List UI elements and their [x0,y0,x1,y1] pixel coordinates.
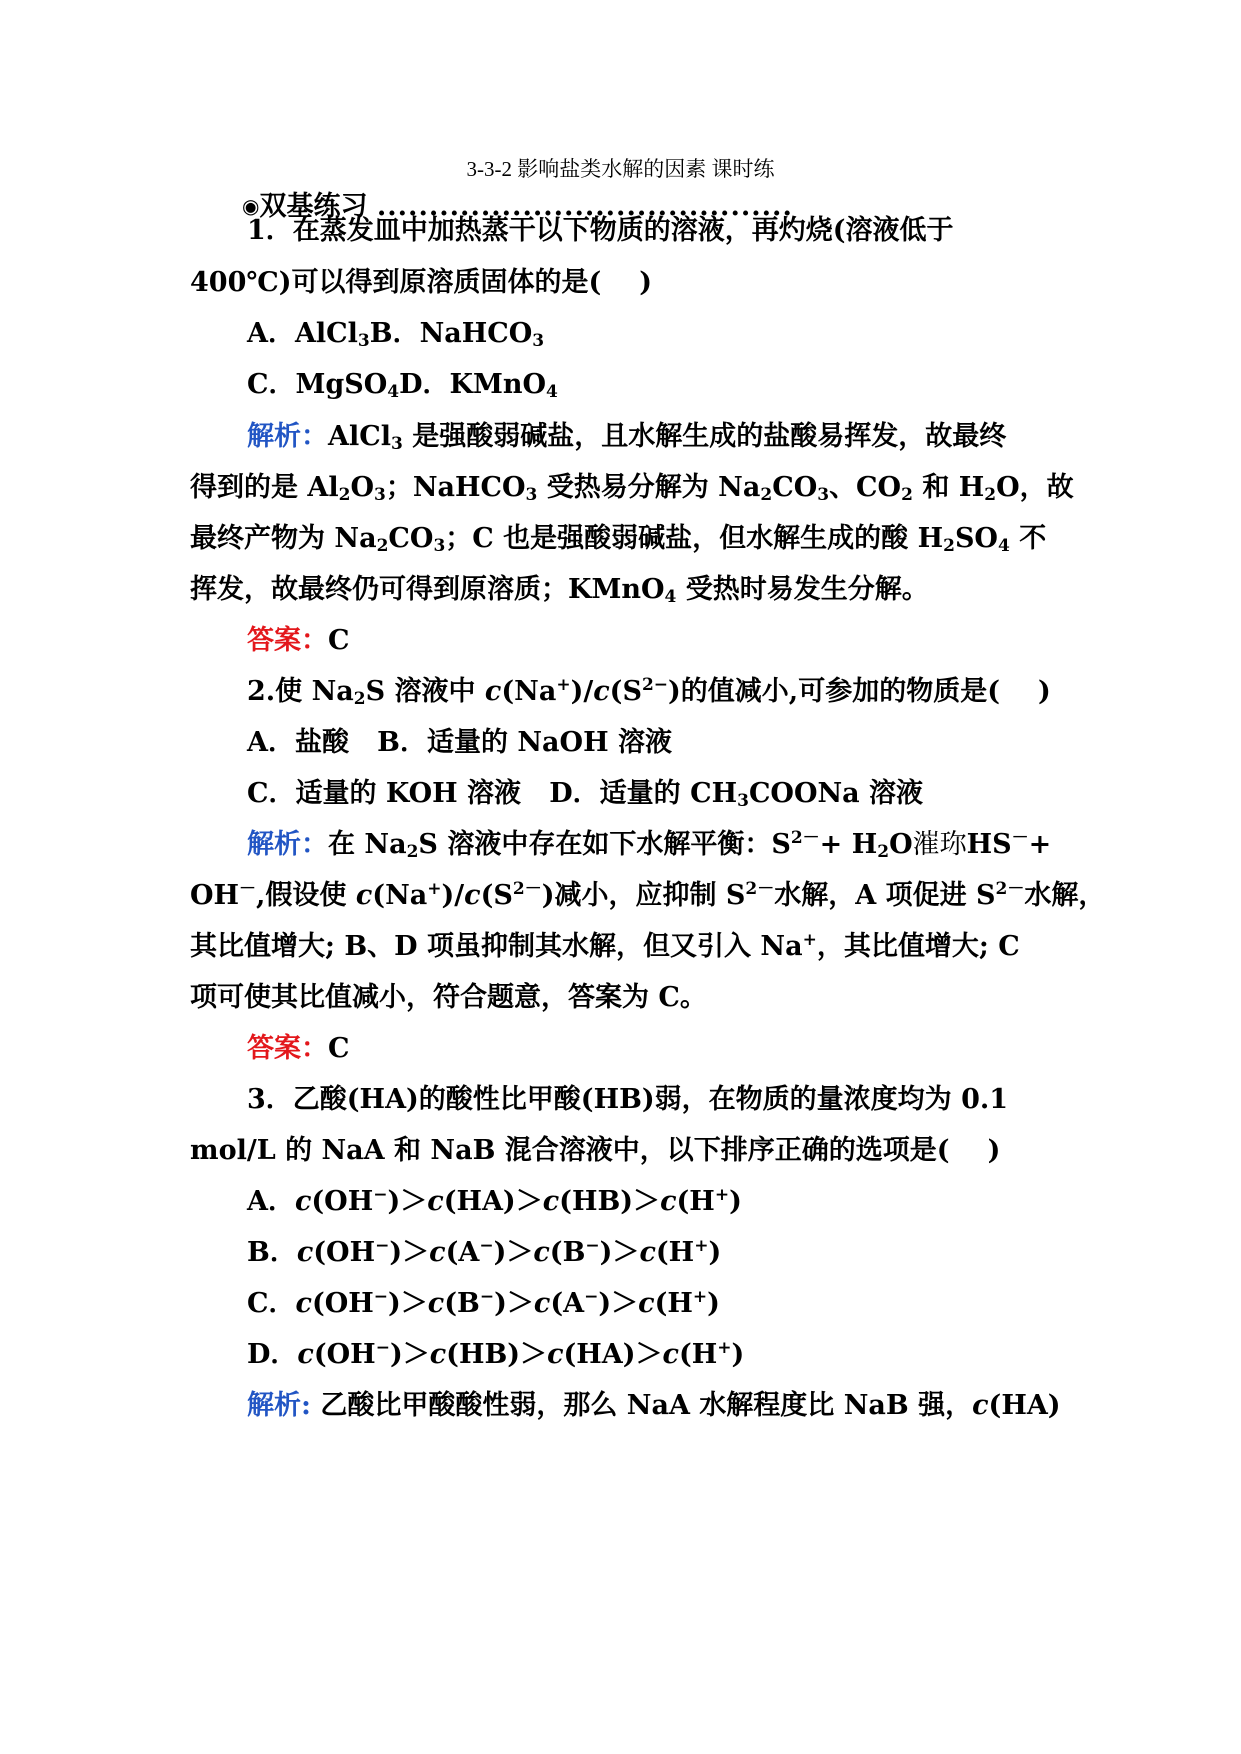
q2-answer-value: C [328,1033,350,1064]
q1-explanation-line3: 最终产物为 $Na_2CO_3$；C 也是强酸弱碱盐，但水解生成的酸 $H_2SO_4$ 不 [190,523,1047,556]
q2-answer-label: 答案： [247,1033,328,1064]
q1-option-a: A．AlCl [247,318,358,349]
q1-answer-label: 答案： [247,625,328,656]
q2-explanation-line4: 项可使其比值减小，符合题意，答案为 C。 [190,982,707,1013]
q2-option-c: C．适量的 KOH 溶液 [247,778,522,809]
q1-options-cd: C．MgSO$_4$D．KMnO$_4$ [247,369,558,402]
q3-option-a: A．c(OH−)＞c(HA)＞c(HB)＞c(H+) [247,1185,742,1217]
q1-option-c: C．MgSO [247,369,388,400]
q1-stem-line2: 400℃)可以得到原溶质固体的是( ) [190,267,653,298]
q2-options-ab [247,726,672,760]
q1-option-d: D．KMnO [399,369,547,400]
bullet-icon: ◉ [242,194,260,218]
q3-option-d: D．c(OH−)＞c(HB)＞c(HA)＞c(H+) [247,1338,745,1370]
q2-option-a: A．盐酸 [247,727,349,758]
q3-option-c: C．c(OH−)＞c(B−)＞c(A−)＞c(H+) [247,1287,720,1319]
q3-explanation-line1: 解析: 乙酸比甲酸酸性弱，那么 NaA 水解程度比 NaB 强，c(HA) [247,1390,1061,1421]
q2-options-cd [247,777,923,811]
q2-explanation-line1: 解析：在 $Na_2S$ 溶液中存在如下水解平衡：$S^{2-}+ H_2O$漼珎HS－+ [247,828,1052,862]
q3-stem-line1: 3．乙酸(HA)的酸性比甲酸(HB)弱，在物质的量浓度均为 0.1 [247,1084,1009,1115]
page-header: 3-3-2 影响盐类水解的因素 课时练 [466,157,775,181]
q1-answer-value: C [328,625,350,656]
q1-options-ab: A．AlCl$_3$B．NaHCO$_3$ [247,318,545,351]
q3-stem-line2: mol/L 的 NaA 和 NaB 混合溶液中，以下排序正确的选项是( ) [190,1135,1001,1166]
q2-explanation-line3: 其比值增大; B、D 项虽抑制其水解，但又引入 Na+，其比值增大; C [190,930,1020,962]
q3-option-b: B．c(OH−)＞c(A−)＞c(B−)＞c(H+) [247,1236,722,1268]
q1-answer [247,624,350,658]
q2-jiexi-label: 解析： [247,829,328,860]
q2-stem: 2.使 $Na_2S$ 溶液中 $c(Na^+)/c(S^{2-})$的值减小,可参加的物质是( ) [247,675,1051,709]
q1-option-b: B．NaHCO [369,318,533,349]
q1-jiexi-label: 解析： [247,421,328,452]
q1-stem-line1: 1．在蒸发皿中加热蒸干以下物质的溶液，再灼烧(溶液低于 [247,215,954,246]
q1-explanation-line2: 得到的是 $Al_2O_3$；NaHCO$_3$ 受热易分解为 $Na_2CO_3$、$CO_2$ 和 $H_2O$，故 [190,472,1074,505]
q2-option-d: D．适量的 $CH_3COONa$ 溶液 [549,778,924,811]
q1-explanation-line1: 解析：AlCl$_3$ 是强酸弱碱盐，且水解生成的盐酸易挥发，故最终 [247,421,1007,454]
section-title-text: 双基练习 [259,191,368,222]
q2-explanation-line2: OH－,假设使 $c(Na^+)/c(S^{2-})$减小，应抑制 $S^{2-}$水解，A 项促进 $S^{2-}$水解， [190,879,1106,911]
section-leader: ........................................ [376,191,793,222]
q1-explanation-line4: 挥发，故最终仍可得到原溶质；KMnO$_4$ 受热时易发生分解。 [190,574,929,607]
q2-answer [247,1032,350,1066]
q3-jiexi-label: 解析: [247,1390,311,1421]
q2-option-b: B．适量的 NaOH 溶液 [377,727,672,758]
